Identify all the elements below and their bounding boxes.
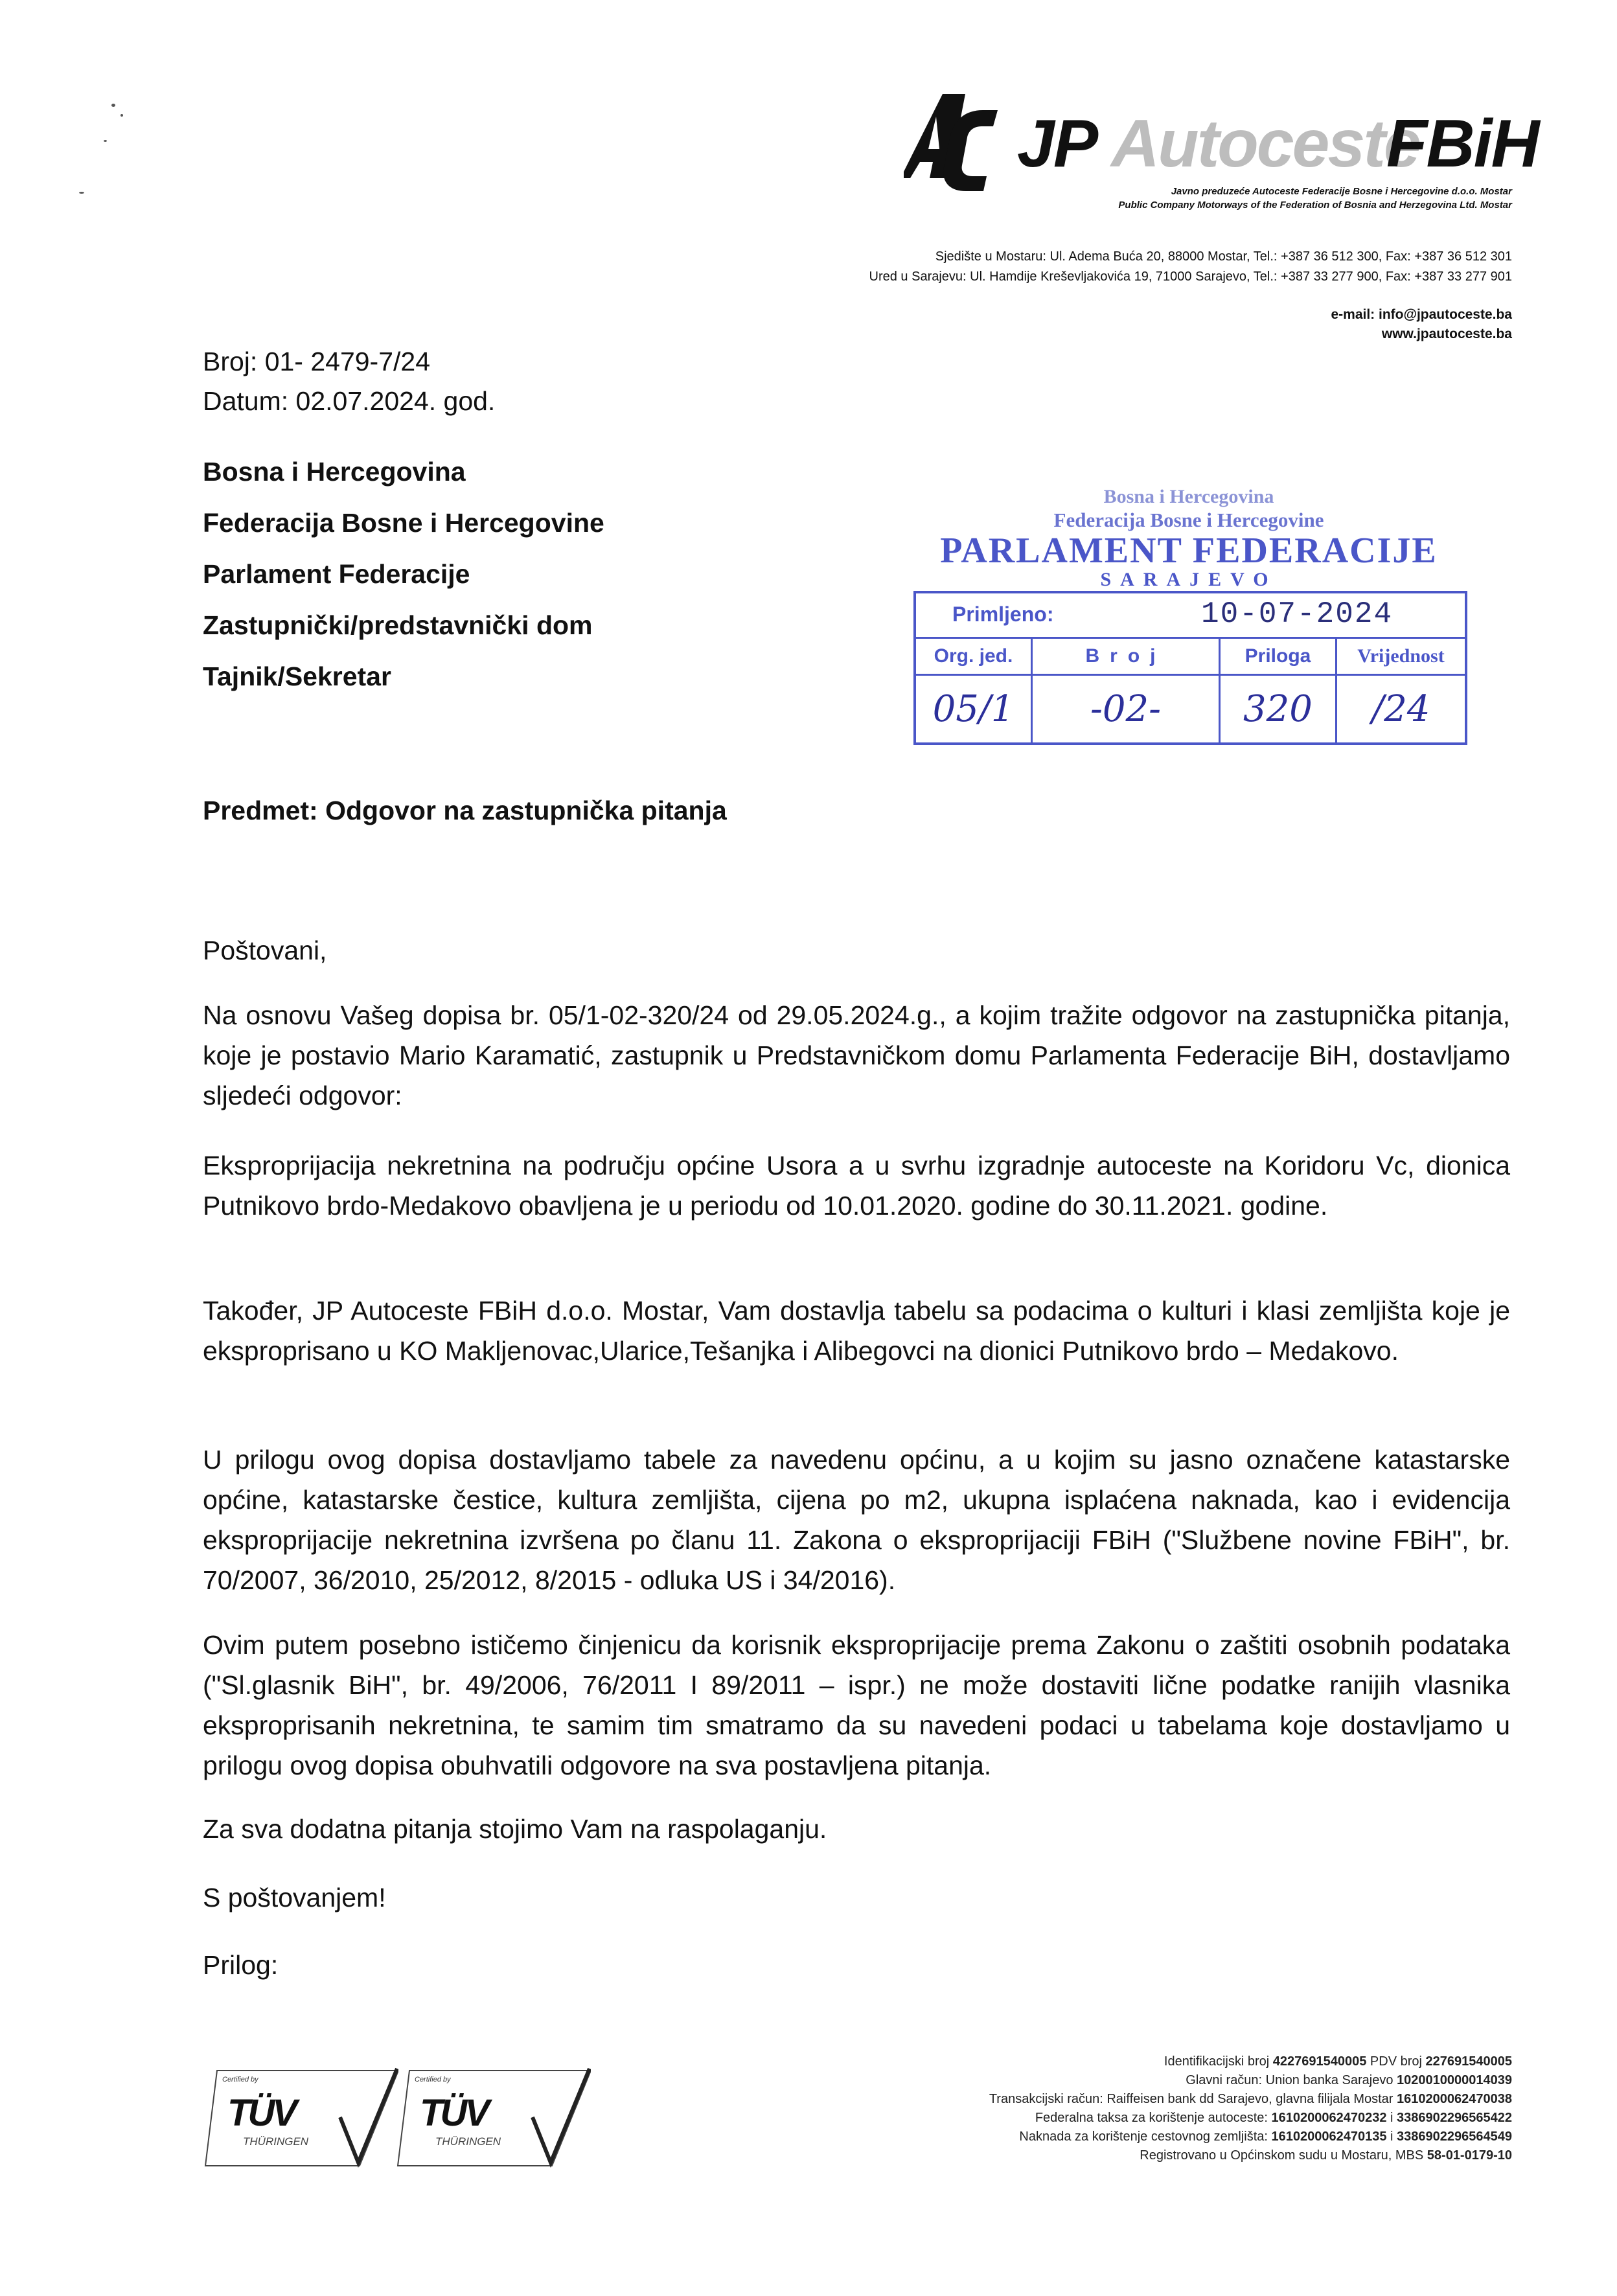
tuv-logo-text: TÜV — [227, 2092, 295, 2134]
stamp-hw-org: 05/1 — [916, 676, 1033, 743]
footer-line-main-account — [1186, 2073, 1512, 2088]
footer-value: 3386902296564549 — [1397, 2130, 1512, 2144]
footer-value: 58-01-0179-10 — [1427, 2148, 1512, 2163]
logo-fbih-text: FBiH — [1386, 106, 1539, 181]
footer-label: i — [1386, 2111, 1397, 2125]
scan-speck — [79, 192, 84, 194]
stamp-hw-broj: -02- — [1033, 676, 1221, 743]
stamp-received-date: 10-07-2024 — [1201, 597, 1393, 631]
footer-value: 3386902296565422 — [1397, 2111, 1512, 2125]
contact-website[interactable]: www.jpautoceste.ba — [1381, 327, 1512, 341]
stamp-federation: Federacija Bosne i Hercegovine — [1053, 509, 1324, 531]
tuv-certificate-badge — [204, 2065, 398, 2169]
letter-salutation: Poštovani, — [203, 936, 327, 965]
stamp-received-label: Primljeno: — [952, 603, 1054, 626]
body-paragraph: Eksproprijacija nekretnina na području općine Usora a u svrhu izgradnje autoceste na Koridoru Vc, dionica Putnikovo brdo-Medakovo obavljena je u periodu od 10.01.2020. godine do 30.11.2021. godine. — [203, 1151, 1510, 1221]
footer-line-transaction-account — [989, 2092, 1512, 2107]
closing-regards: S poštovanjem! — [203, 1883, 386, 1912]
contact-email[interactable]: e-mail: info@jpautoceste.ba — [1331, 307, 1512, 322]
logo-jp-text: JP — [1017, 106, 1097, 181]
footer-label: Registrovano u Općinskom sudu u Mostaru, MBS — [1140, 2148, 1427, 2163]
recipient-line: Bosna i Hercegovina — [203, 457, 466, 487]
recipient-line: Parlament Federacije — [203, 559, 470, 589]
recipient-line: Zastupnički/predstavnički dom — [203, 610, 593, 640]
recipient-line: Federacija Bosne i Hercegovine — [203, 508, 604, 538]
stamp-country: Bosna i Hercegovina — [1103, 486, 1274, 507]
stamp-received-row — [916, 593, 1465, 639]
body-paragraph: Ovim putem posebno ističemo činjenicu da korisnik eksproprijacije prema Zakonu o zaštiti osobnih podataka ("Sl.glasnik BiH", br. 49/2006, 76/2011 I 89/2011 – ispr.) ne može dostaviti lične podatke ranijih vlasnika eksproprisanih nekretnina, te samim tim smatramo da su navedeni podaci u tabelama koje dostavljamo u prilogu ovog dopisa obuhvatili odgovore na sva postavljena pitanja. — [203, 1630, 1510, 1780]
stamp-handwritten-row — [916, 676, 1465, 743]
stamp-header-row — [916, 637, 1465, 676]
address-mostar: Sjedište u Mostaru: Ul. Adema Buća 20, 88000 Mostar, Tel.: +387 36 512 300, Fax: +387 36 512 301 — [935, 249, 1512, 264]
body-paragraph: Na osnovu Vašeg dopisa br. 05/1-02-320/24 od 29.05.2024.g., a kojim tražite odgovor na zastupnička pitanja, koje je postavio Mario Karamatić, zastupnik u Predstavničkom domu Parlamenta Federacije BiH, dostavljamo sljedeći odgovor: — [203, 1000, 1510, 1110]
footer-value: 1610200062470135 — [1271, 2130, 1387, 2144]
stamp-table — [913, 591, 1467, 745]
body-paragraph: U prilogu ovog dopisa dostavljamo tabele za navedenu općinu, a u kojim su jasno označene katastarske općine, katastarske čestice, kultura zemljišta, cijena po m2, ukupna isplaćena naknada, kao i evidencija eksproprijacije nekretnina izvršena po članu 11. Zakona o eksproprijaciji FBiH ("Službene novine FBiH", br. 70/2007, 36/2010, 25/2012, 8/2015 - odluka US i 34/2016). — [203, 1445, 1510, 1595]
footer-label: PDV broj — [1366, 2054, 1426, 2069]
logo-autoceste-text: Autoceste — [1111, 106, 1419, 181]
reference-number: Broj: 01- 2479-7/24 — [203, 347, 431, 376]
tuv-region-text: THÜRINGEN — [243, 2135, 309, 2148]
company-subtitle-english: Public Company Motorways of the Federation of Bosnia and Herzegovina Ltd. Mostar — [1118, 200, 1512, 211]
stamp-hw-priloga: 320 — [1221, 676, 1337, 743]
footer-line-road-fee — [1019, 2130, 1512, 2144]
attachment-label: Prilog: — [203, 1950, 279, 1980]
footer-line-registration — [1140, 2148, 1512, 2163]
stamp-col-priloga: Priloga — [1221, 637, 1337, 674]
stamp-col-vrijednost: Vrijednost — [1357, 645, 1445, 667]
company-subtitle-local: Javno preduzeće Autoceste Federacije Bosne i Hercegovine d.o.o. Mostar — [1171, 186, 1512, 197]
footer-label: Identifikacijski broj — [1164, 2054, 1273, 2069]
footer-value: 227691540005 — [1425, 2054, 1512, 2069]
stamp-col-broj: Broj — [1033, 637, 1221, 674]
footer-label: Federalna taksa za korištenje autoceste: — [1035, 2111, 1272, 2125]
footer-value: 1610200062470232 — [1271, 2111, 1387, 2125]
scan-speck — [120, 114, 123, 117]
stamp-col-org: Org. jed. — [916, 637, 1033, 674]
footer-value: 1020010000014039 — [1397, 2073, 1512, 2087]
closing-line: Za sva dodatna pitanja stojimo Vam na raspolaganju. — [203, 1814, 827, 1844]
stamp-hw-vrijednost: /24 — [1371, 688, 1430, 730]
stamp-city: SARAJEVO — [1100, 569, 1278, 590]
tuv-certificate-badge — [396, 2065, 591, 2169]
tuv-certified-text: Certified by — [222, 2076, 258, 2084]
stamp-parliament: PARLAMENT FEDERACIJE — [940, 531, 1438, 571]
letter-subject: Predmet: Odgovor na zastupnička pitanja — [203, 796, 727, 825]
body-paragraph: Također, JP Autoceste FBiH d.o.o. Mostar, Vam dostavlja tabelu sa podacima o kulturi i klasi zemljišta koje je eksproprisano u KO Makljenovac,Ularice,Tešanjka i Alibegovci na dionici Putnikovo brdo – Medakovo. — [203, 1296, 1510, 1366]
company-logo-icon — [904, 91, 1001, 194]
tuv-region-text: THÜRINGEN — [435, 2135, 501, 2148]
footer-value: 1610200062470038 — [1397, 2092, 1512, 2106]
footer-label: Transakcijski račun: Raiffeisen bank dd Sarajevo, glavna filijala Mostar — [989, 2092, 1397, 2106]
footer-label: Glavni račun: Union banka Sarajevo — [1186, 2073, 1397, 2087]
footer-line-federal-tax — [1035, 2111, 1512, 2126]
footer-label: i — [1386, 2130, 1397, 2144]
scan-speck — [104, 140, 107, 142]
reference-date: Datum: 02.07.2024. god. — [203, 386, 496, 416]
footer-line-id — [1164, 2054, 1512, 2069]
footer-label: Naknada za korištenje cestovnog zemljišta: — [1019, 2130, 1272, 2144]
tuv-certified-text: Certified by — [415, 2076, 451, 2084]
address-sarajevo: Ured u Sarajevu: Ul. Hamdije Kreševljakovića 19, 71000 Sarajevo, Tel.: +387 33 277 900, Fax: +387 33 277 901 — [869, 270, 1512, 284]
footer-value: 4227691540005 — [1272, 2054, 1367, 2069]
tuv-logo-text: TÜV — [420, 2092, 487, 2134]
recipient-line: Tajnik/Sekretar — [203, 661, 391, 691]
received-stamp — [907, 486, 1471, 758]
scan-speck — [111, 104, 115, 107]
